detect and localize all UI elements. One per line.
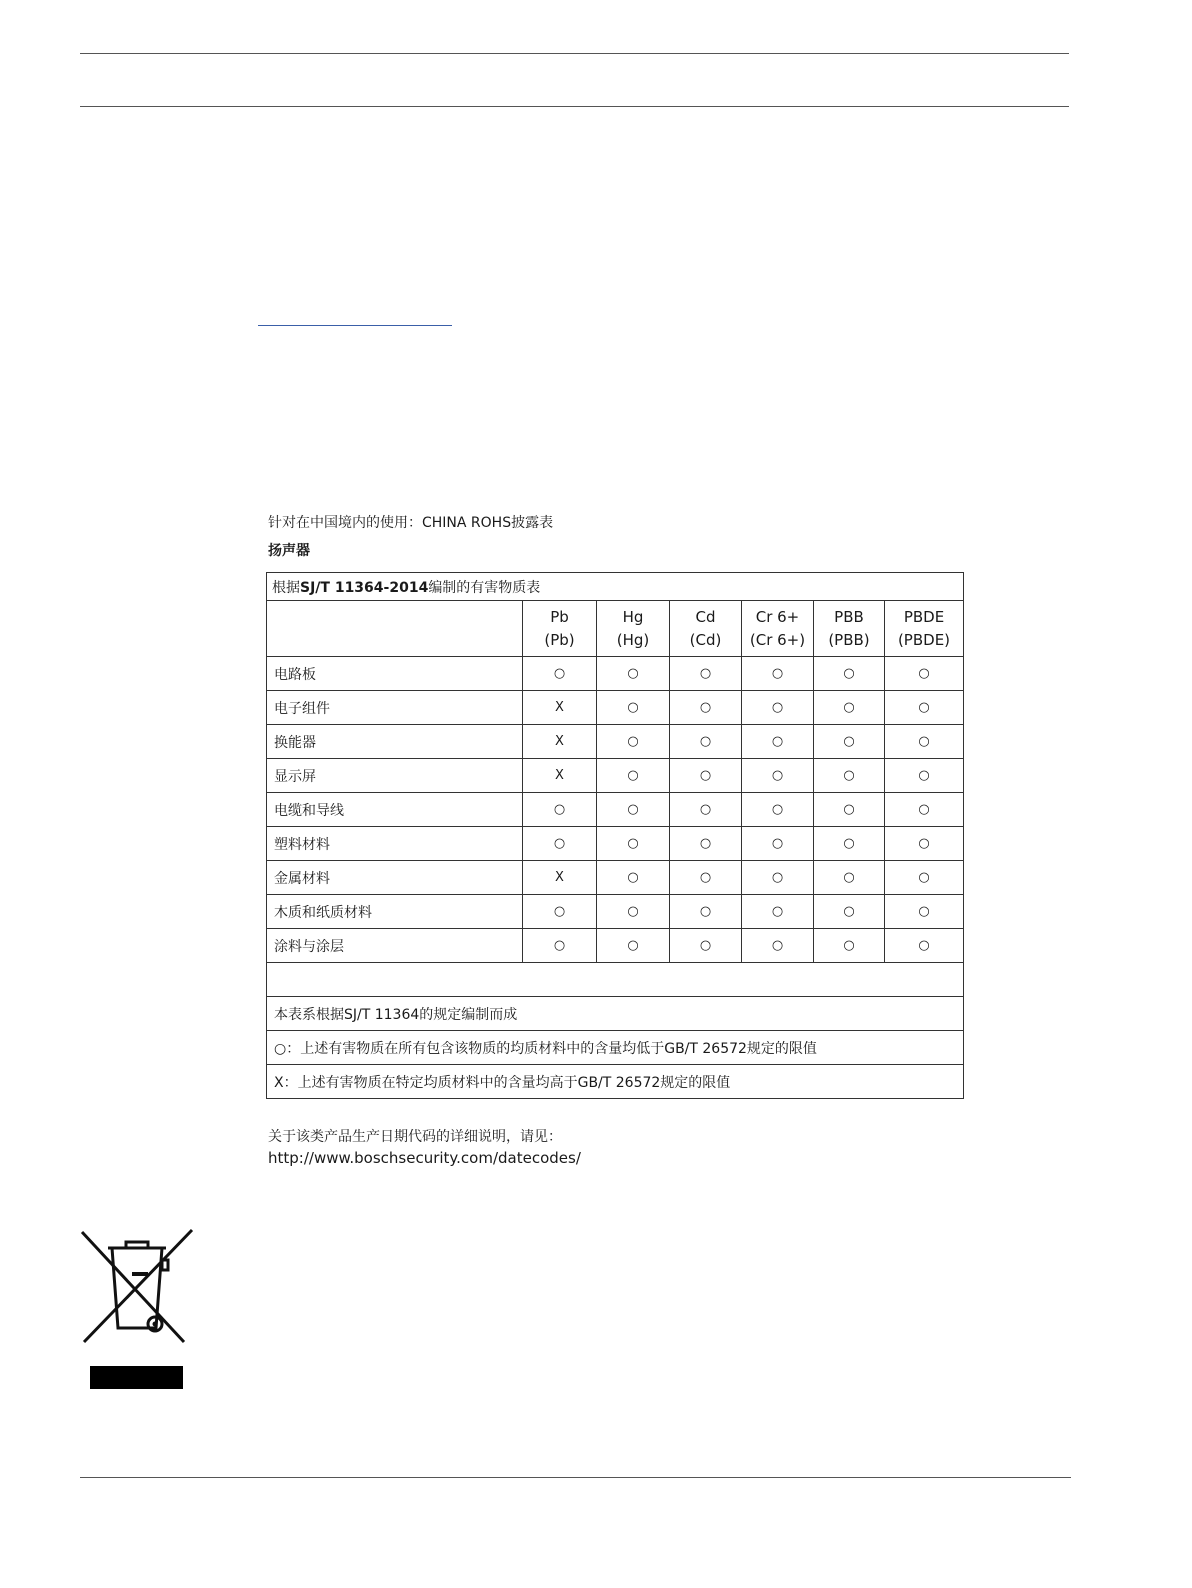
table-row [267,725,964,759]
table-row [267,657,964,691]
substance-status-cell: ○ [523,895,597,929]
substance-status-cell: X [523,725,597,759]
substance-status-cell: ○ [523,657,597,691]
table-title: 根据SJ/T 11364-2014编制的有害物质表 [267,573,964,601]
top-rule-1 [80,53,1069,54]
substance-status-cell: ○ [523,793,597,827]
substance-status-cell: ○ [742,929,814,963]
substance-status-cell: ○ [597,861,670,895]
substance-status-cell: ○ [670,929,742,963]
substance-status-cell: ○ [885,793,964,827]
table-note: X：上述有害物质在特定均质材料中的含量均高于GB/T 26572规定的限值 [267,1065,964,1099]
substance-status-cell: ○ [597,657,670,691]
datecode-url: http://www.boschsecurity.com/datecodes/ [268,1149,581,1167]
component-name: 电子组件 [267,691,523,725]
component-name: 电路板 [267,657,523,691]
substance-status-cell: ○ [885,691,964,725]
substance-status-cell: ○ [885,827,964,861]
component-name: 木质和纸质材料 [267,895,523,929]
bottom-rule [80,1477,1071,1478]
column-header-pbde: PBDE (PBDE) [885,601,964,657]
product-name: 扬声器 [268,543,310,559]
column-header-cd: Cd (Cd) [670,601,742,657]
table-row [267,759,964,793]
substance-status-cell: ○ [885,657,964,691]
weee-black-bar [90,1366,183,1389]
column-header-pb: Pb (Pb) [523,601,597,657]
table-blank-row [267,963,964,997]
table-row [267,929,964,963]
substance-status-cell: ○ [742,793,814,827]
rohs-table [266,572,964,1099]
column-header-cr6: Cr 6+ (Cr 6+) [742,601,814,657]
substance-status-cell: ○ [742,725,814,759]
substance-status-cell: ○ [670,793,742,827]
column-header-pbb: PBB (PBB) [814,601,885,657]
table-note: ○：上述有害物质在所有包含该物质的均质材料中的含量均低于GB/T 26572规定的限值 [267,1031,964,1065]
substance-status-cell: ○ [742,691,814,725]
table-header-blank [267,601,523,657]
substance-status-cell: ○ [597,827,670,861]
substance-status-cell: ○ [814,725,885,759]
substance-status-cell: X [523,759,597,793]
datecode-description: 关于该类产品生产日期代码的详细说明，请见： [268,1129,562,1145]
substance-status-cell: ○ [670,827,742,861]
component-name: 涂料与涂层 [267,929,523,963]
substance-status-cell: ○ [885,929,964,963]
substance-status-cell: ○ [523,827,597,861]
substance-status-cell: ○ [814,861,885,895]
substance-status-cell: ○ [670,691,742,725]
table-note: 本表系根据SJ/T 11364的规定编制而成 [267,997,964,1031]
table-header-row [267,601,964,657]
substance-status-cell: ○ [670,861,742,895]
substance-status-cell: ○ [742,657,814,691]
link-underline[interactable] [258,325,452,326]
table-row [267,691,964,725]
substance-status-cell: ○ [742,759,814,793]
rohs-intro-line: 针对在中国境内的使用：CHINA ROHS披露表 [268,515,554,531]
substance-status-cell: ○ [597,691,670,725]
substance-status-cell: ○ [597,759,670,793]
crossed-out-wheelie-bin-icon [80,1228,196,1348]
substance-status-cell: ○ [814,929,885,963]
table-row [267,827,964,861]
substance-status-cell: X [523,861,597,895]
component-name: 金属材料 [267,861,523,895]
substance-status-cell: ○ [597,895,670,929]
substance-status-cell: ○ [814,759,885,793]
substance-status-cell: ○ [523,929,597,963]
component-name: 换能器 [267,725,523,759]
column-header-hg: Hg (Hg) [597,601,670,657]
substance-status-cell: ○ [597,929,670,963]
substance-status-cell: ○ [670,657,742,691]
substance-status-cell: ○ [814,793,885,827]
substance-status-cell: ○ [597,793,670,827]
table-row [267,895,964,929]
component-name: 塑料材料 [267,827,523,861]
substance-status-cell: ○ [742,861,814,895]
substance-status-cell: ○ [742,895,814,929]
substance-status-cell: ○ [742,827,814,861]
component-name: 电缆和导线 [267,793,523,827]
substance-status-cell: ○ [885,895,964,929]
substance-status-cell: ○ [670,725,742,759]
substance-status-cell: X [523,691,597,725]
substance-status-cell: ○ [885,759,964,793]
substance-status-cell: ○ [814,895,885,929]
component-name: 显示屏 [267,759,523,793]
table-row [267,793,964,827]
substance-status-cell: ○ [670,895,742,929]
substance-status-cell: ○ [670,759,742,793]
substance-status-cell: ○ [814,827,885,861]
substance-status-cell: ○ [885,861,964,895]
substance-status-cell: ○ [814,657,885,691]
substance-status-cell: ○ [597,725,670,759]
substance-status-cell: ○ [885,725,964,759]
table-row [267,861,964,895]
top-rule-2 [80,106,1069,107]
substance-status-cell: ○ [814,691,885,725]
